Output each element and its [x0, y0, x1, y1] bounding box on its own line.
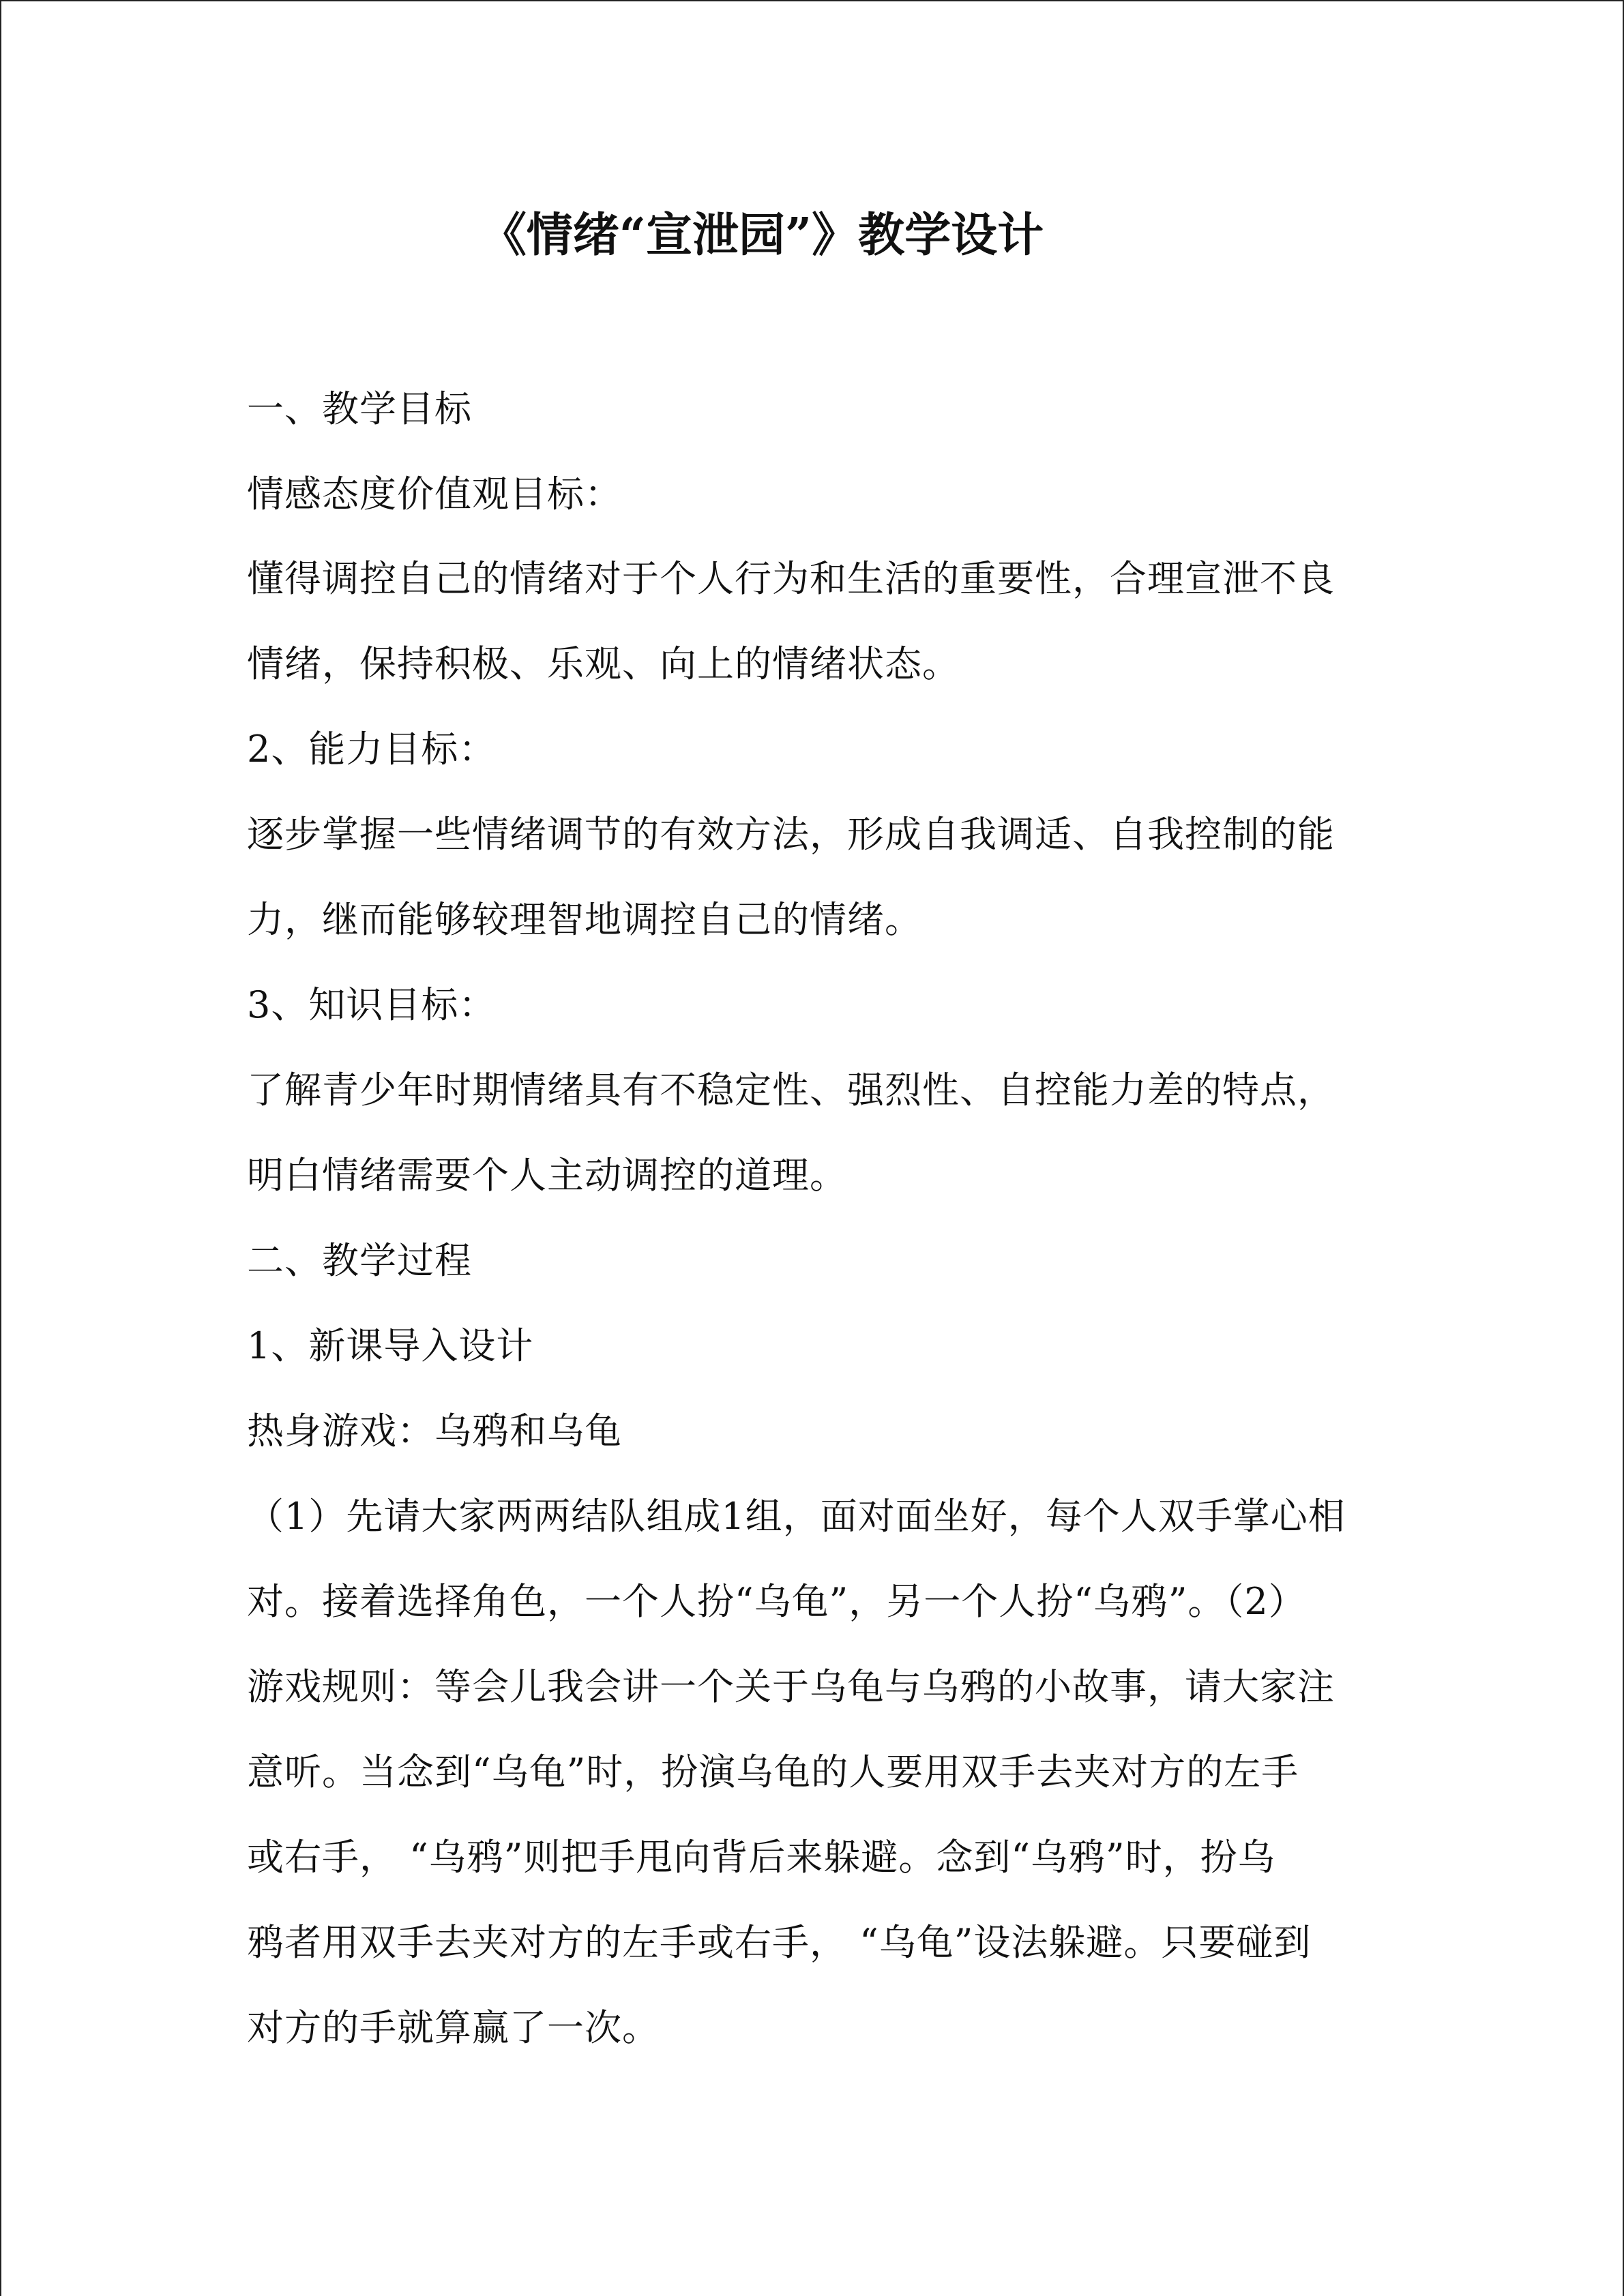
heading-teaching-goals: 一、教学目标 [247, 387, 472, 430]
subheading-warmup-game: 热身游戏：乌鸦和乌龟 [247, 1410, 622, 1452]
subheading-emotion-goal: 情感态度价值观目标： [247, 473, 622, 516]
subheading-intro-design: 1、新课导入设计 [247, 1324, 534, 1367]
heading-teaching-process: 二、教学过程 [247, 1239, 472, 1282]
paragraph-line: 游戏规则：等会儿我会讲一个关于乌龟与乌鸦的小故事，请大家注 [247, 1665, 1335, 1708]
paragraph-line: 对。接着选择角色，一个人扮“乌龟”，另一个人扮“乌鸦”。（2） [247, 1580, 1306, 1623]
paragraph-line: （1）先请大家两两结队组成1组，面对面坐好，每个人双手掌心相 [247, 1495, 1346, 1538]
paragraph-line: 力，继而能够较理智地调控自己的情绪。 [247, 898, 922, 941]
paragraph-line: 了解青少年时期情绪具有不稳定性、强烈性、自控能力差的特点， [247, 1069, 1335, 1112]
document-title: 《情绪“宣泄园”》教学设计 [479, 208, 1044, 263]
subheading-knowledge-goal: 3、知识目标： [247, 983, 497, 1026]
paragraph-line: 对方的手就算赢了一次。 [247, 2006, 660, 2049]
paragraph-line: 意听。当念到“乌龟”时，扮演乌龟的人要用双手去夹对方的左手 [247, 1750, 1299, 1793]
paragraph-line: 情绪，保持积极、乐观、向上的情绪状态。 [247, 642, 960, 685]
paragraph-line: 鸦者用双手去夹对方的左手或右手， “乌龟”设法躲避。只要碰到 [247, 1921, 1312, 1964]
subheading-ability-goal: 2、能力目标： [247, 728, 497, 771]
paragraph-line: 懂得调控自己的情绪对于个人行为和生活的重要性，合理宣泄不良 [247, 557, 1335, 600]
paragraph-line: 或右手， “乌鸦”则把手甩向背后来躲避。念到“乌鸦”时，扮乌 [247, 1836, 1275, 1879]
paragraph-line: 逐步掌握一些情绪调节的有效方法，形成自我调适、自我控制的能 [247, 813, 1335, 856]
paragraph-line: 明白情绪需要个人主动调控的道理。 [247, 1154, 847, 1197]
